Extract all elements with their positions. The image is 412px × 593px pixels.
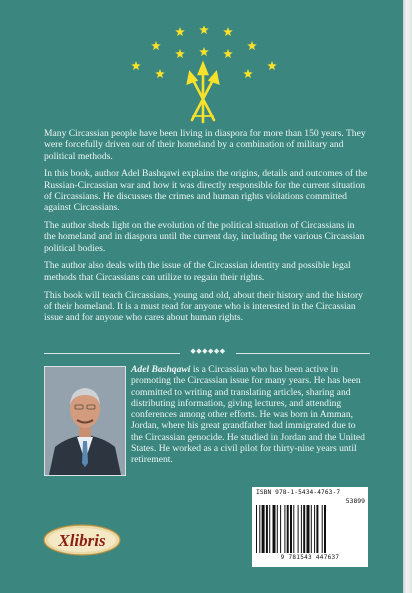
author-photo bbox=[44, 366, 126, 476]
book-spine-edge bbox=[403, 0, 412, 593]
diamond-ornament-icon: ◆◆◆◆◆◆ bbox=[190, 347, 226, 355]
star-icon bbox=[199, 26, 209, 34]
star-icon bbox=[131, 61, 141, 70]
description-paragraph: In this book, author Adel Bashqawi explains the origins, details and outcomes of the Russian-Circassian war and how it was directly responsible for the current situation of Circassians. He discusses the crimes and human rights violations committed against Circassians. bbox=[44, 168, 368, 214]
star-icon bbox=[175, 49, 185, 58]
star-icon bbox=[267, 61, 277, 70]
star-icon bbox=[223, 27, 233, 36]
star-icon bbox=[199, 47, 209, 56]
description-paragraph: The author also deals with the issue of the Circassian identity and possible legal methods that Circassians can utilize to regain their rights. bbox=[44, 260, 351, 283]
star-icon bbox=[247, 41, 257, 50]
star-icon bbox=[151, 41, 161, 50]
circassian-flag-emblem-icon bbox=[108, 26, 298, 126]
isbn-barcode bbox=[252, 487, 368, 567]
author-bio-text: is a Circassian who has been active in promoting the Circassian issue for many years. He has been committed to writing and translating articles, sharing and distributing information, giving lectures, and attending conferences among other efforts. He was born in Amman, Jordan, where his great grandfather had immigrated due to the Circassian genocide. He studied in Jordan and the United States. He worked as a civil pilot for thirty-nine years until retirement. bbox=[131, 364, 365, 466]
description-paragraph: This book will teach Circassians, young and old, about their history and the history of their homeland. It is a must read for anyone who is interested in the Circassian issue and for anyone who cares about human rights. bbox=[44, 289, 363, 324]
author-bio bbox=[131, 364, 369, 466]
ornamental-divider bbox=[44, 347, 370, 356]
book-description bbox=[44, 128, 368, 330]
price-code: 53899 bbox=[345, 497, 365, 505]
isbn-label: ISBN 978-1-5434-4763-7 bbox=[256, 489, 341, 496]
publisher-logo-text: Xlibris bbox=[58, 531, 106, 550]
description-paragraph: Many Circassian people have been living in diaspora for more than 150 years. They were forcefully driven out of their homeland by a combination of military and political methods. bbox=[44, 128, 366, 162]
description-paragraph: The author sheds light on the evolution of the political situation of Circassians in the homeland and in diaspora until the current day, including the various Circassian political bodies. bbox=[44, 220, 365, 254]
crossed-arrows-icon bbox=[188, 64, 218, 122]
barcode-bars-icon bbox=[256, 505, 364, 553]
star-icon bbox=[243, 69, 253, 78]
star-icon bbox=[175, 27, 185, 36]
publisher-logo bbox=[42, 523, 122, 557]
star-icon bbox=[223, 49, 233, 58]
barcode-digits: 9 781543 447637 bbox=[280, 554, 340, 561]
author-name: Adel Bashqawi bbox=[131, 364, 191, 375]
star-icon bbox=[155, 69, 165, 78]
author-portrait-icon bbox=[45, 367, 125, 475]
